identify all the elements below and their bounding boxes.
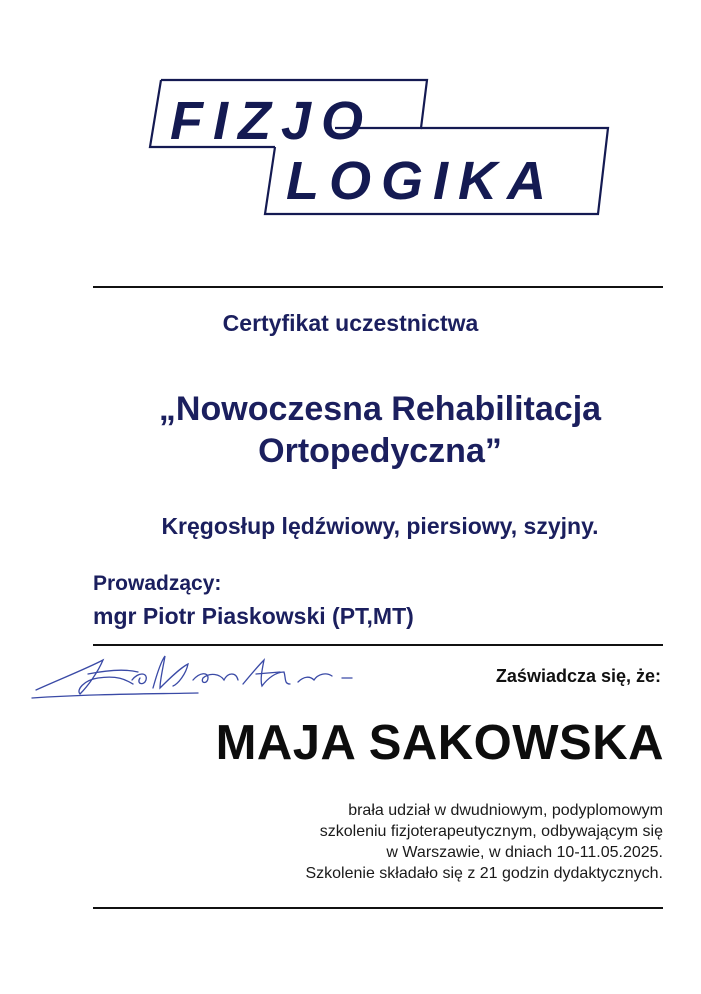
certificate-body xyxy=(143,800,663,884)
logo-line2: LOGIKA xyxy=(286,151,556,211)
course-title-line1: „Nowoczesna Rehabilitacja xyxy=(158,390,602,428)
body-line-2: szkoleniu fizjoterapeutycznym, odbywającym się xyxy=(319,823,663,840)
signature xyxy=(28,650,368,702)
lead-name: mgr Piotr Piaskowski (PT,MT) xyxy=(93,603,414,629)
body-line-1: brała udział w dwudniowym, podyplomowym xyxy=(348,802,663,819)
lead-label: Prowadzący: xyxy=(93,572,222,595)
logo-line1: FIZJO xyxy=(170,91,374,151)
bottom-divider xyxy=(93,907,663,909)
fizjologika-logo xyxy=(0,0,701,240)
middle-divider xyxy=(93,644,663,646)
body-line-3: w Warszawie, w dniach 10-11.05.2025. xyxy=(386,844,663,861)
certificate-type: Certyfikat uczestnictwa xyxy=(222,310,479,336)
top-divider xyxy=(93,286,663,288)
participant-name: MAJA SAKOWSKA xyxy=(215,716,664,770)
course-title-line2: Ortopedyczna” xyxy=(258,432,502,470)
attest-text: Zaświadcza się, że: xyxy=(495,666,661,686)
body-line-4: Szkolenie składało się z 21 godzin dydaktycznych. xyxy=(305,865,663,882)
course-title xyxy=(60,388,700,472)
course-subtitle: Kręgosłup lędźwiowy, piersiowy, szyjny. xyxy=(161,513,599,539)
